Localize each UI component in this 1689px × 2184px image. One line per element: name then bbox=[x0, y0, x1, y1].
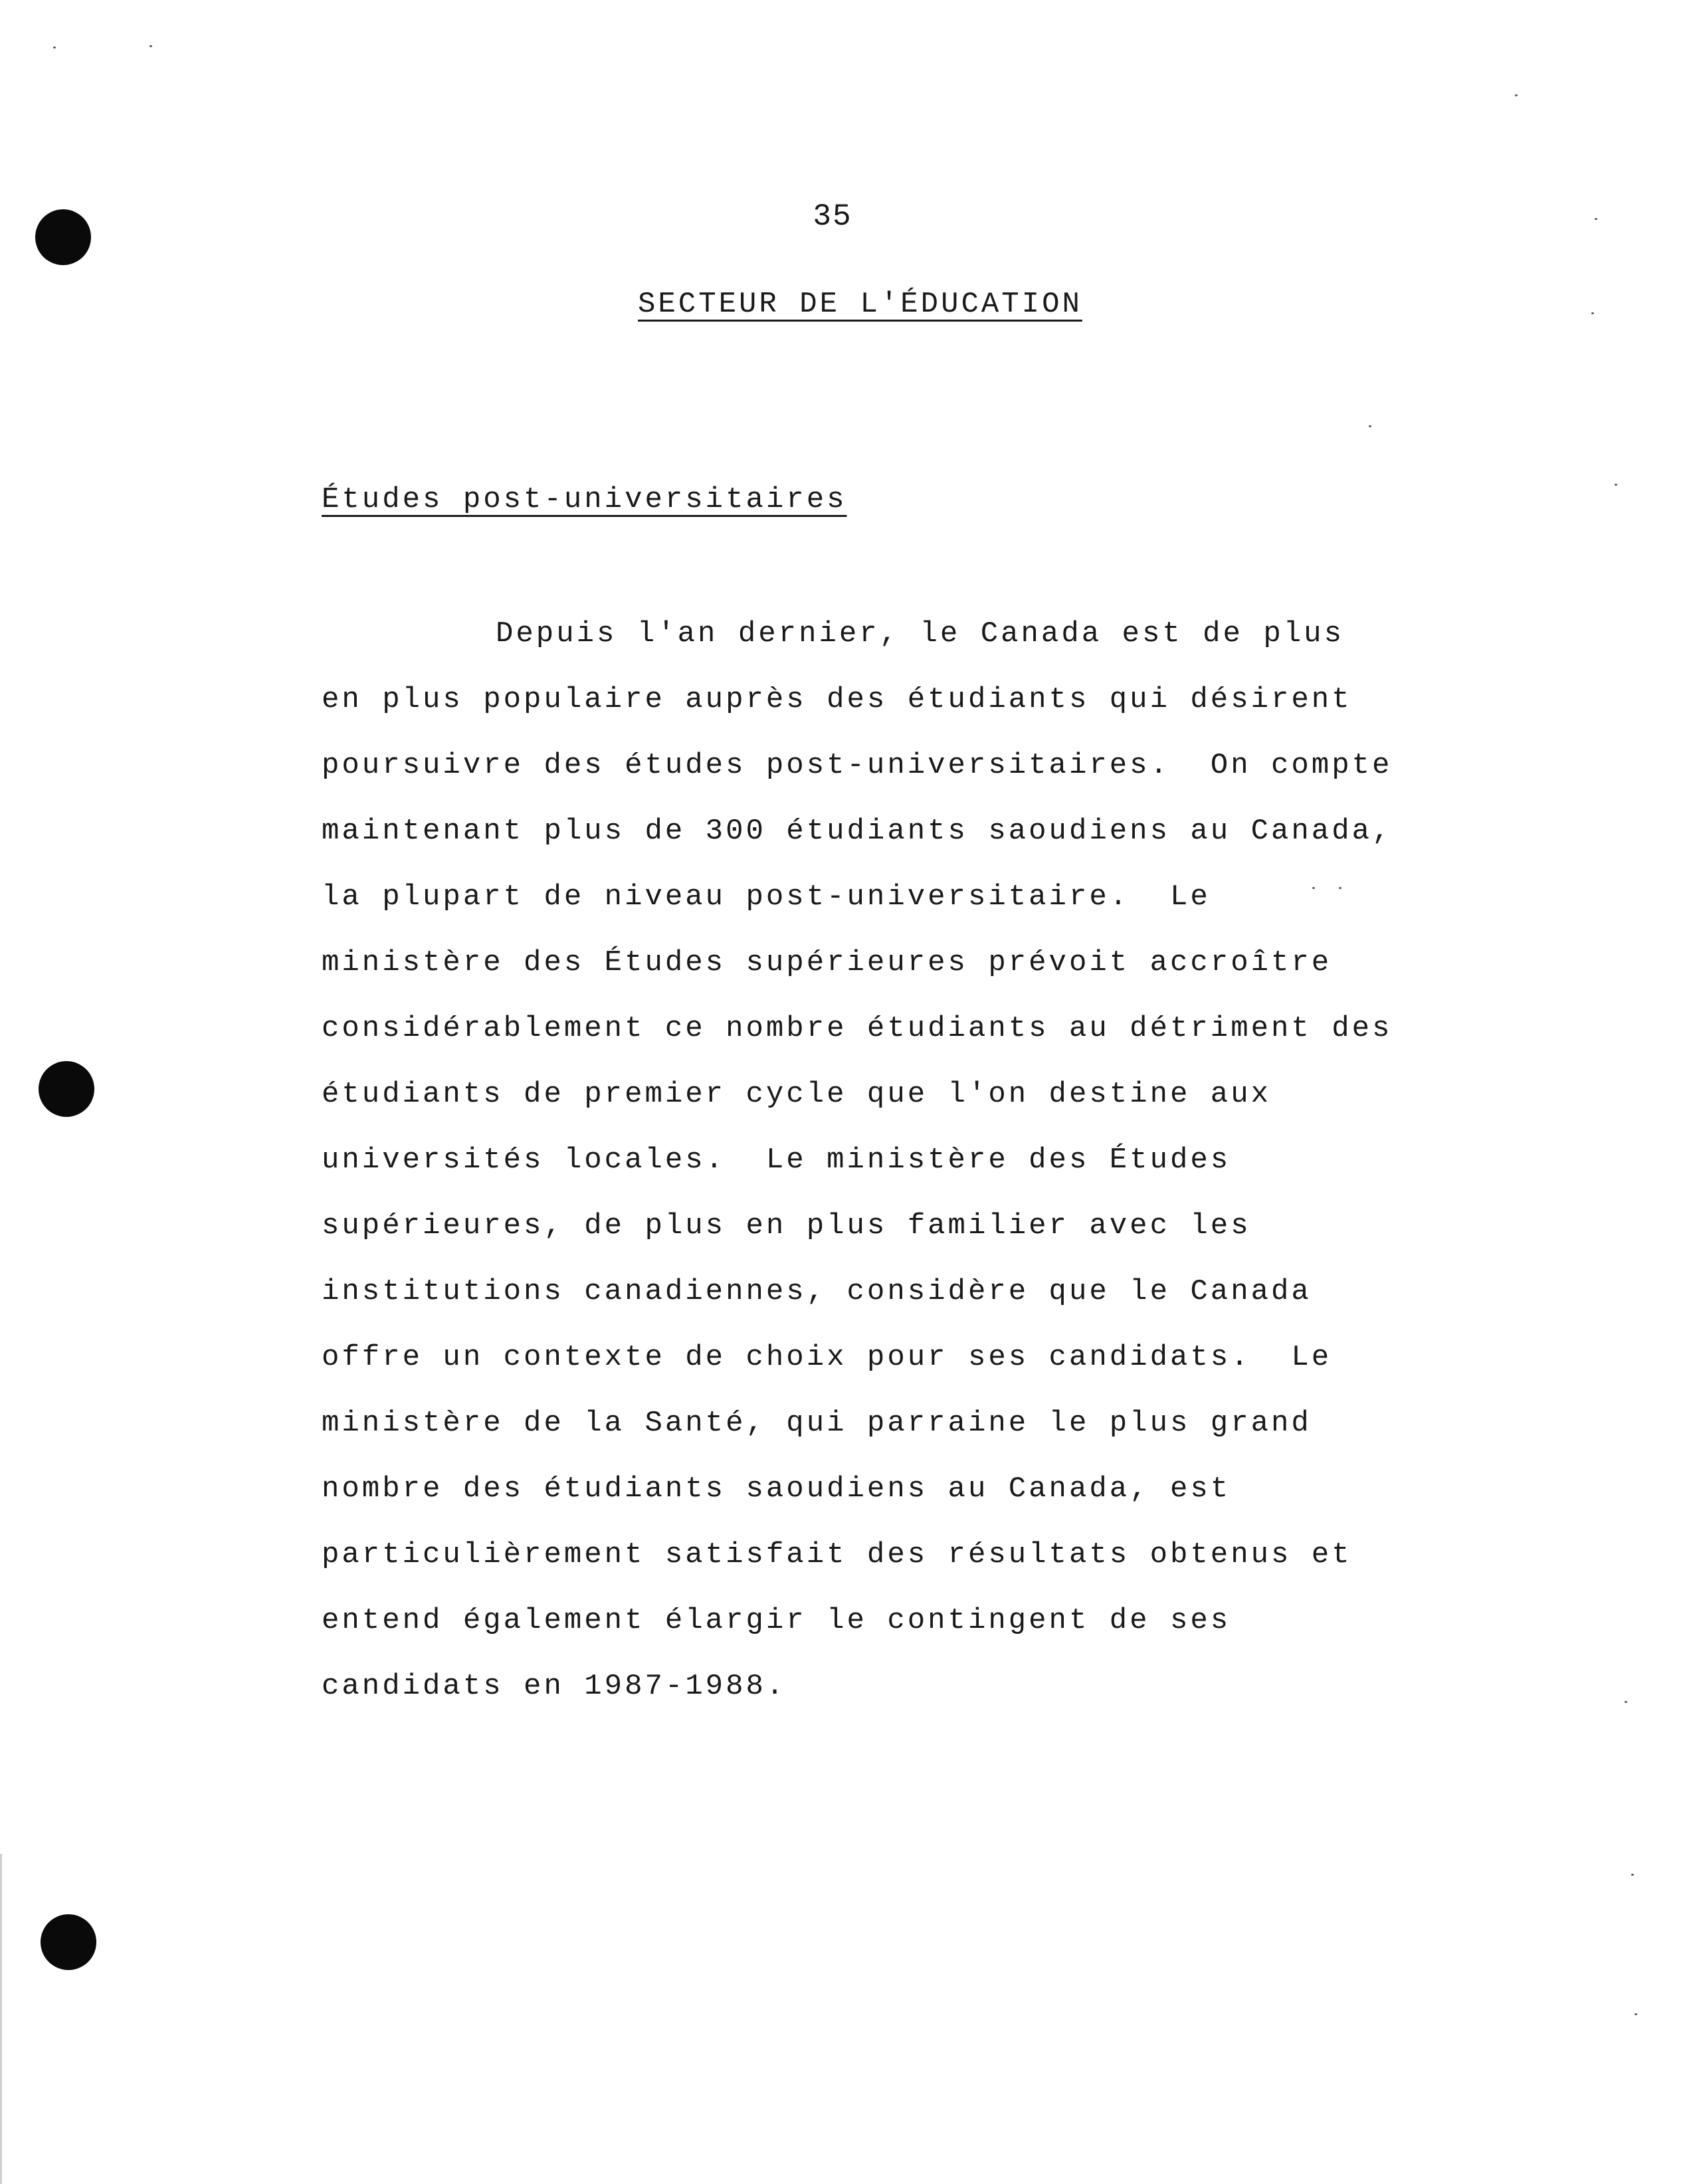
paragraph-line: étudiants de premier cycle que l'on destine aux bbox=[322, 1078, 1272, 1111]
paragraph-line: en plus populaire auprès des étudiants qui désirent bbox=[322, 683, 1352, 716]
punch-hole-bottom bbox=[41, 1914, 96, 1970]
scan-edge-line bbox=[0, 1854, 2, 2184]
paragraph-line: ministère des Études supérieures prévoit accroître bbox=[322, 946, 1332, 979]
paragraph-line: institutions canadiennes, considère que le Canada bbox=[322, 1275, 1312, 1308]
paragraph-line: entend également élargir le contingent de ses bbox=[322, 1604, 1231, 1637]
scan-speck bbox=[1515, 94, 1518, 96]
scan-speck bbox=[1625, 1701, 1627, 1703]
paragraph-line: ministère de la Santé, qui parraine le plus grand bbox=[322, 1407, 1312, 1440]
paragraph-line: considérablement ce nombre étudiants au détriment des bbox=[322, 1012, 1393, 1045]
scan-speck bbox=[1615, 484, 1617, 486]
scan-speck bbox=[1595, 218, 1597, 220]
paragraph-line: Depuis l'an dernier, le Canada est de plus bbox=[496, 617, 1344, 650]
paragraph-line: offre un contexte de choix pour ses candidats. Le bbox=[322, 1341, 1332, 1374]
subsection-title: Études post-universitaires bbox=[322, 483, 847, 516]
scan-speck bbox=[1591, 312, 1594, 314]
paragraph-line: poursuivre des études post-universitaires. On compte bbox=[322, 749, 1393, 782]
scan-speck bbox=[1369, 425, 1371, 427]
scan-speck bbox=[149, 45, 152, 47]
body-paragraph bbox=[322, 614, 1451, 1732]
paragraph-line: candidats en 1987-1988. bbox=[322, 1670, 787, 1703]
paragraph-line: maintenant plus de 300 étudiants saoudiens au Canada, bbox=[322, 815, 1393, 848]
paragraph-line: particulièrement satisfait des résultats obtenus et bbox=[322, 1538, 1352, 1571]
section-title: SECTEUR DE L'ÉDUCATION bbox=[638, 288, 1082, 321]
scan-speck bbox=[53, 47, 56, 49]
scan-speck bbox=[1312, 887, 1315, 889]
page-number: 35 bbox=[813, 199, 852, 234]
punch-hole-middle bbox=[39, 1061, 94, 1117]
paragraph-line: supérieures, de plus en plus familier avec les bbox=[322, 1209, 1251, 1242]
scan-speck bbox=[1631, 1874, 1634, 1876]
paragraph-line: nombre des étudiants saoudiens au Canada, est bbox=[322, 1472, 1231, 1506]
paragraph-line: universités locales. Le ministère des Études bbox=[322, 1143, 1231, 1177]
paragraph-line: la plupart de niveau post-universitaire. Le bbox=[322, 880, 1211, 914]
scan-speck bbox=[1635, 2013, 1637, 2015]
scan-speck bbox=[1339, 887, 1341, 889]
